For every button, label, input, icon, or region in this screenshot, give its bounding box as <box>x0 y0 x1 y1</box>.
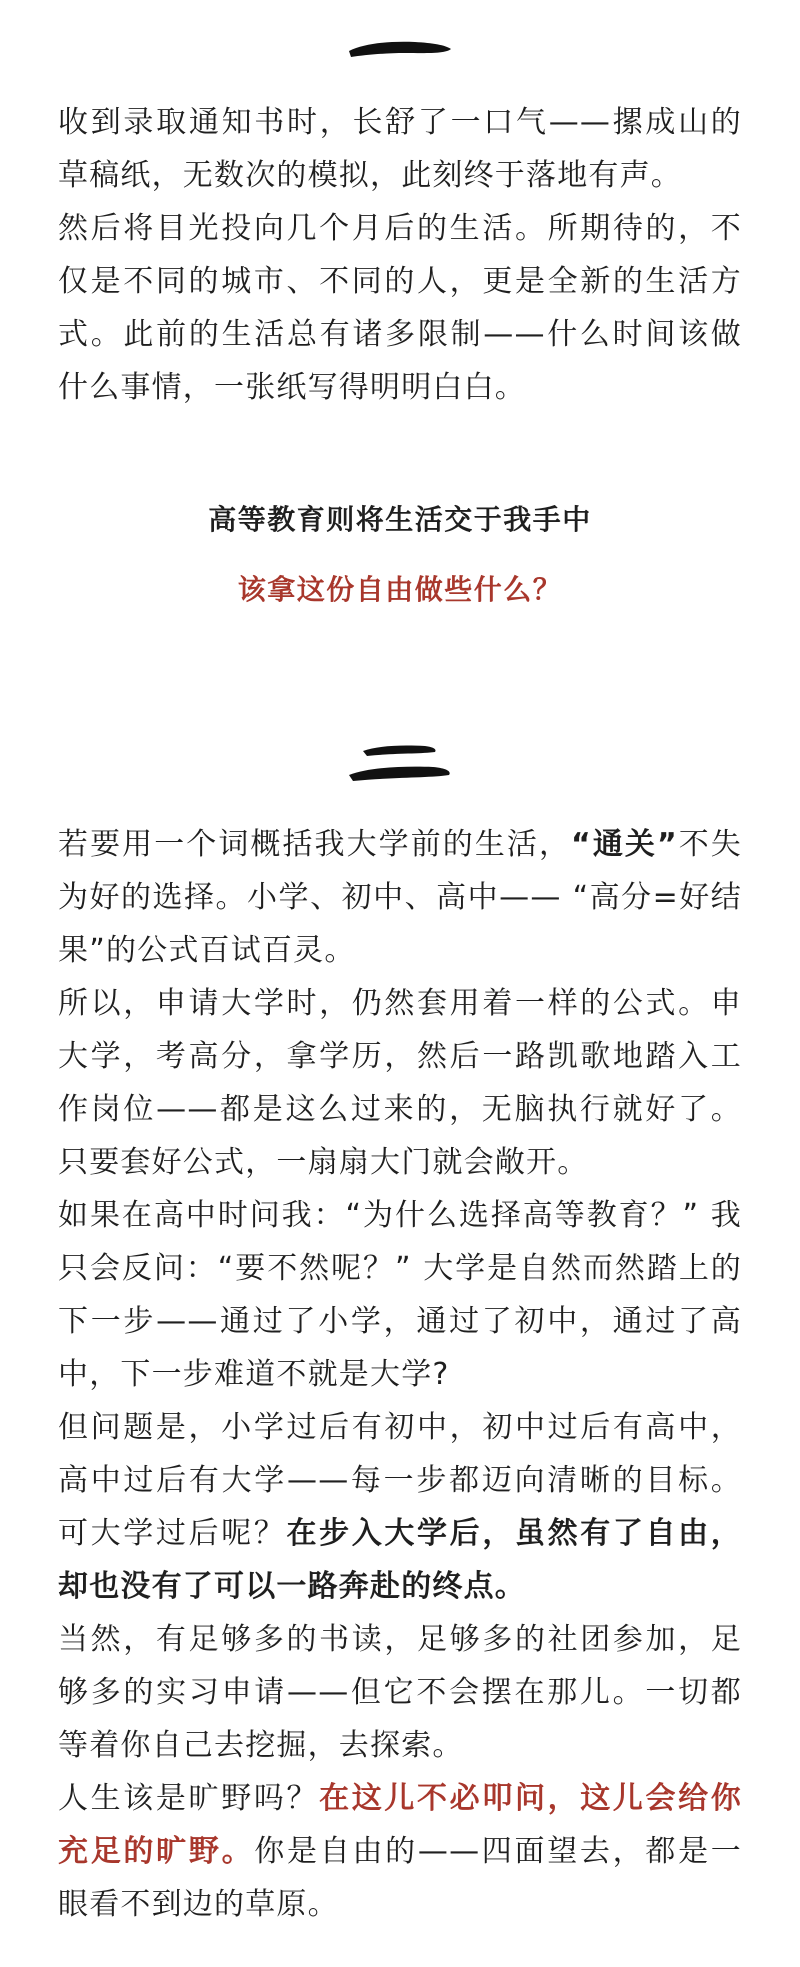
section-one-numeral <box>0 28 800 72</box>
paragraph-8-highlight: 在这儿不必叩问，这儿会给你充足的旷野。 <box>58 1781 742 1869</box>
paragraph-3 <box>58 818 742 977</box>
paragraph-1: 收到录取通知书时，长舒了一口气——摞成山的草稿纸，无数次的模拟，此刻终于落地有声。 <box>58 105 742 193</box>
paragraph-4: 所以，申请大学时，仍然套用着一样的公式。申大学，考高分，拿学历，然后一路凯歌地踏入工作岗位——都是这么过来的，无脑执行就好了。只要套好公式，一扇扇大门就会敞开。 <box>58 986 742 1180</box>
highlight-line: 高等教育则将生活交于我手中 <box>208 503 592 536</box>
section-two-numeral <box>0 732 800 792</box>
keyword-tongguan: “通关” <box>571 827 678 862</box>
brush-numeral-one-icon <box>345 35 455 65</box>
paragraph-8 <box>58 1772 742 1931</box>
paragraph-6-bold: 在步入大学后，虽然有了自由，却也没有了可以一路奔赴的终点。 <box>58 1516 742 1604</box>
paragraph-3-text-a: 若要用一个词概括我大学前的生活， <box>58 827 572 862</box>
paragraph-7: 当然，有足够多的书读，足够多的社团参加，足够多的实习申请——但它不会摆在那儿。一切都等着你自己去挖掘，去探索。 <box>58 1622 742 1763</box>
paragraph-2: 然后将目光投向几个月后的生活。所期待的，不仅是不同的城市、不同的人，更是全新的生活方式。此前的生活总有诸多限制——什么时间该做什么事情，一张纸写得明明白白。 <box>58 211 742 405</box>
paragraph-6-text-a: 但问题是，小学过后有初中，初中过后有高中，高中过后有大学——每一步都迈向清晰的目标。可大学过后呢？ <box>58 1410 742 1551</box>
paragraph-8-text-c: 你是自由的——四面望去，都是一眼看不到边的草原。 <box>58 1834 742 1922</box>
paragraph-6 <box>58 1401 742 1613</box>
paragraph-3-text-c: 不失为好的选择。小学、初中、高中—— “高分=好结果”的公式百试百灵。 <box>58 827 743 968</box>
brush-numeral-two-icon <box>345 737 455 787</box>
question-line: 该拿这份自由做些什么？ <box>237 573 563 606</box>
paragraph-5: 如果在高中时问我：“为什么选择高等教育？” 我只会反问：“要不然呢？” 大学是自然而然踏上的下一步——通过了小学，通过了初中，通过了高中，下一步难道不就是大学? <box>58 1198 742 1392</box>
paragraph-8-text-a: 人生该是旷野吗？ <box>58 1781 320 1816</box>
